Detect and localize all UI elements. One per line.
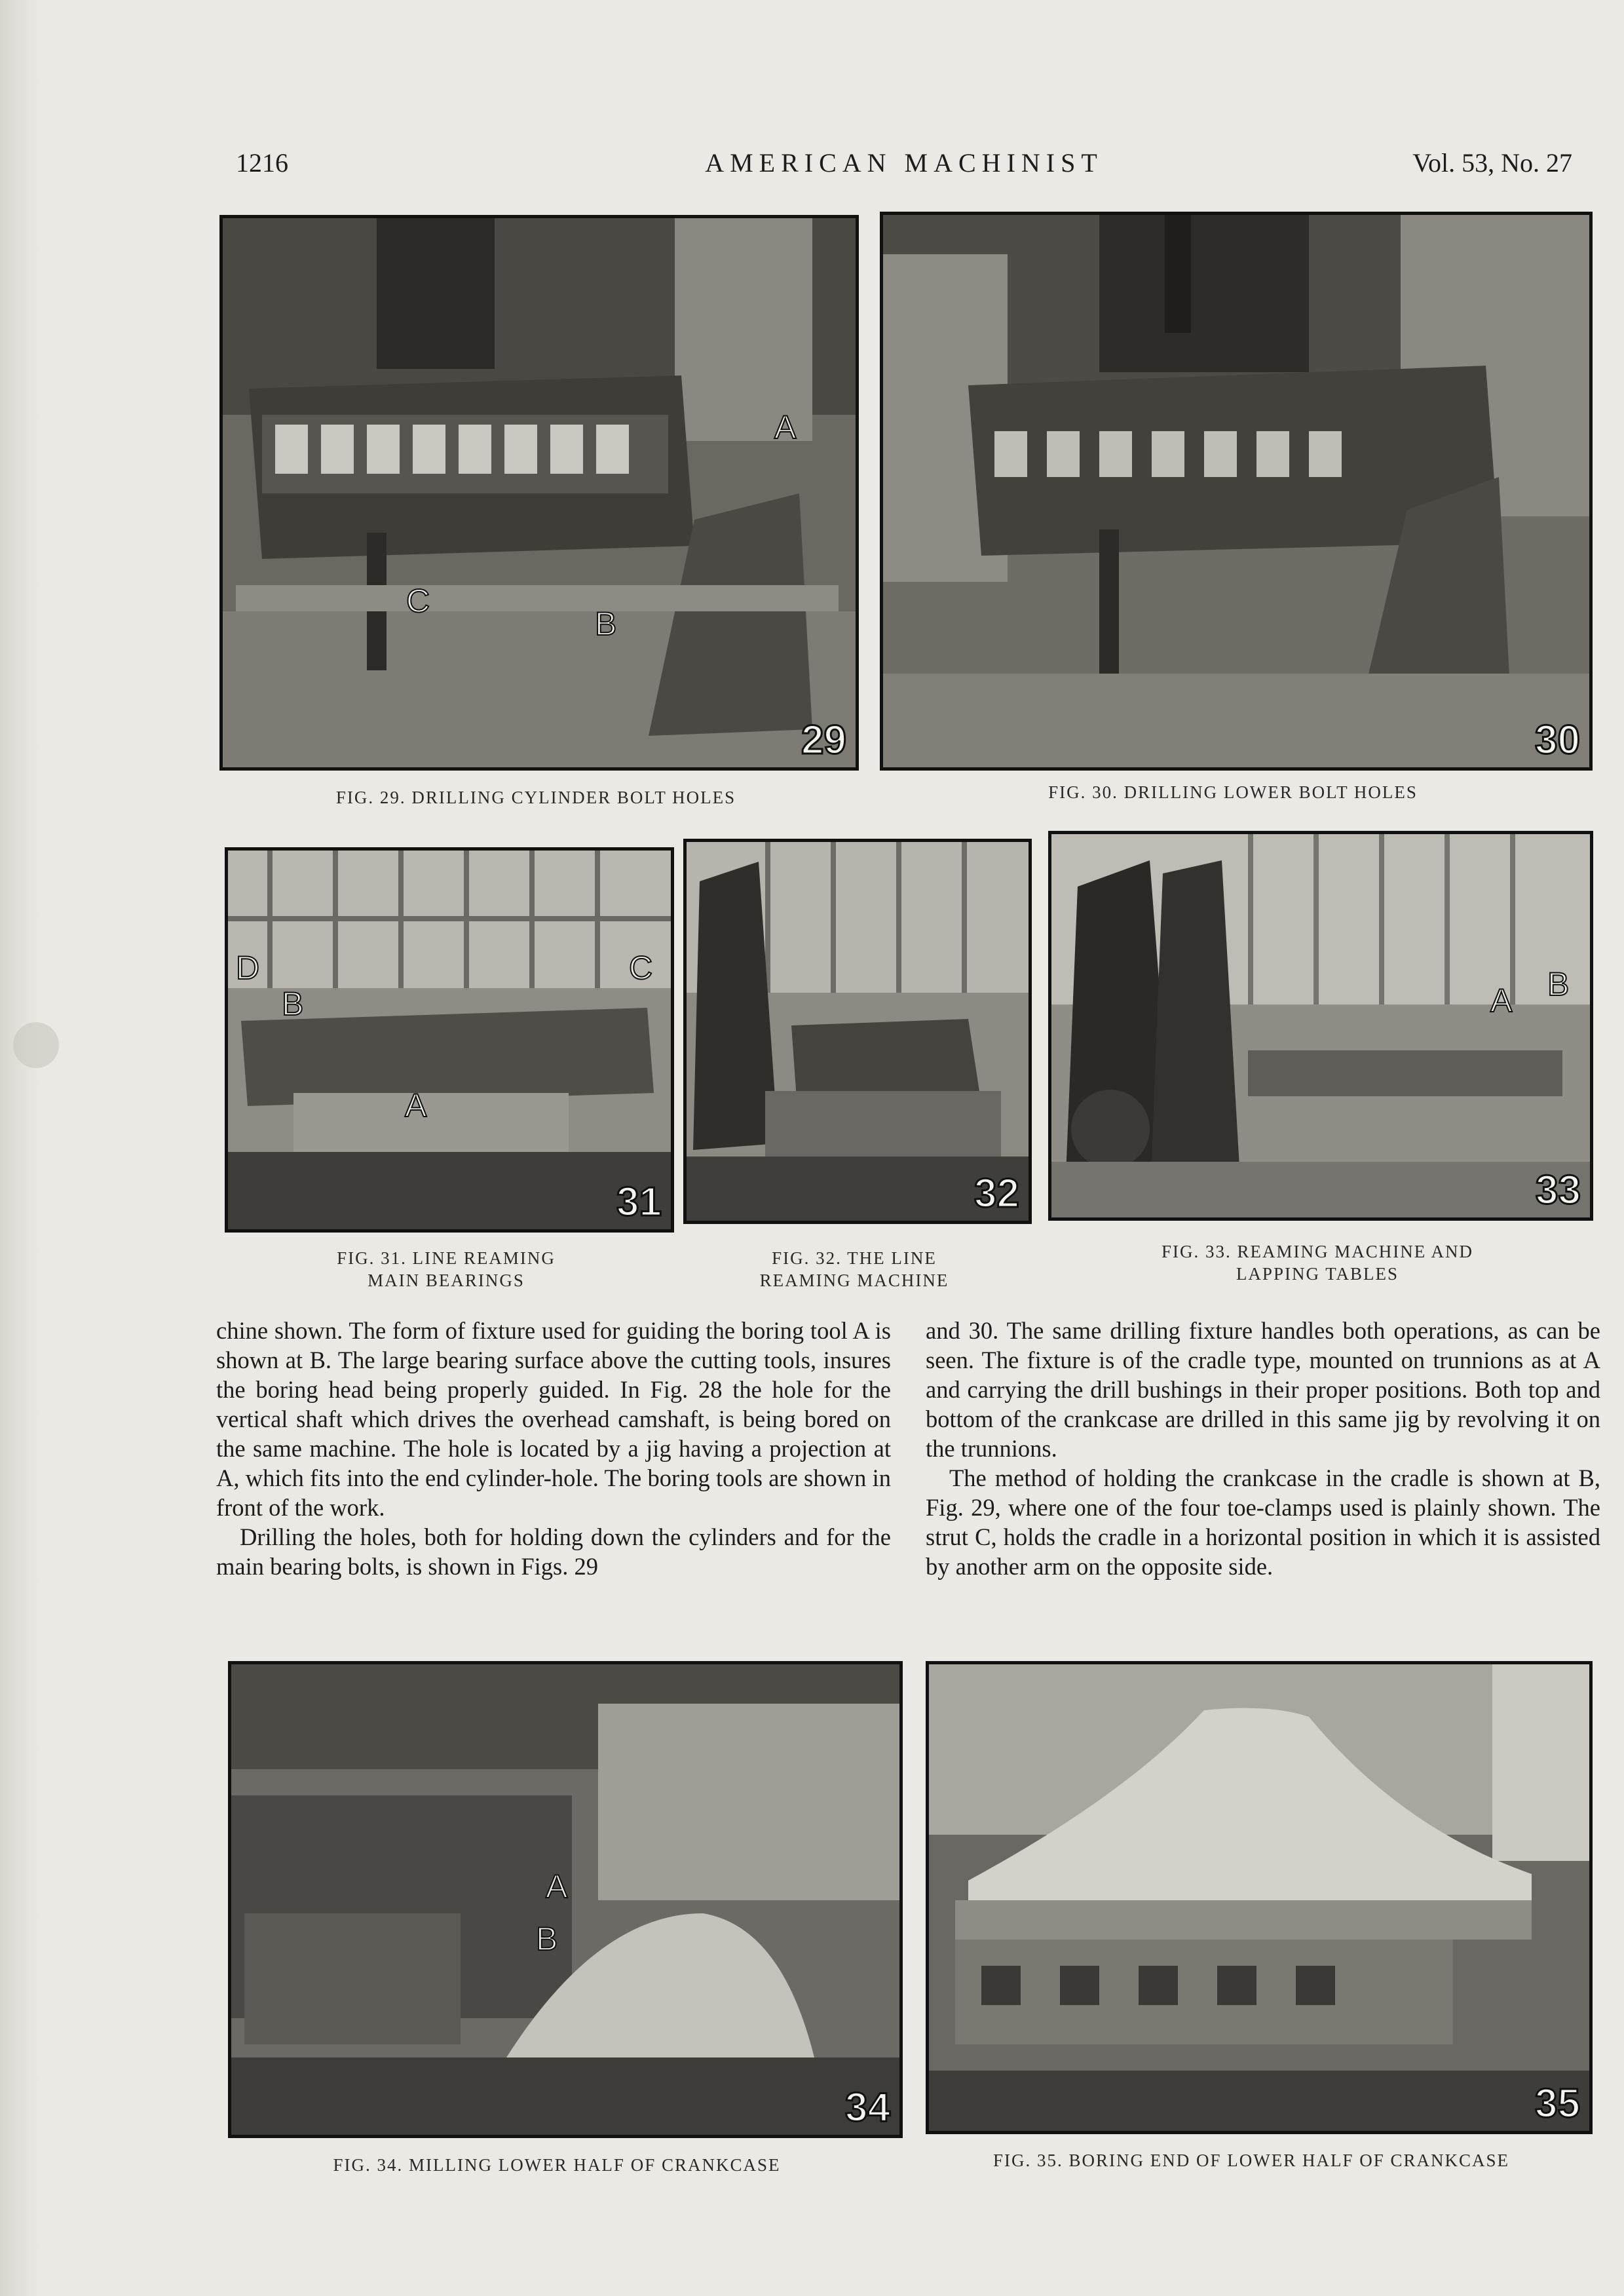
- label-d: D: [236, 949, 260, 986]
- figure-33-photo: [1048, 831, 1593, 1221]
- figure-number-34: 34: [845, 2085, 890, 2130]
- figure-35-photo: [926, 1661, 1593, 2134]
- label-a: A: [1490, 982, 1513, 1019]
- caption-fig-32-line1: FIG. 32. THE LINE: [772, 1248, 937, 1268]
- page-header: [236, 147, 1572, 187]
- body-left-column: [216, 1316, 891, 1581]
- page-edge-shadow: [0, 0, 39, 2296]
- figure-number-30: 30: [1535, 718, 1580, 763]
- figure-number-35: 35: [1535, 2081, 1580, 2126]
- paragraph: The method of holding the crankcase in the cradle is shown at B, Fig. 29, where one of the four toe-clamps used is plainly shown. The strut C, holds the cradle in a horizontal position in which it is assisted by another arm on the opposite side.: [926, 1464, 1600, 1580]
- caption-fig-32-line2: REAMING MACHINE: [759, 1271, 949, 1290]
- figure-29-photo: [219, 215, 859, 771]
- caption-fig-29: FIG. 29. DRILLING CYLINDER BOLT HOLES: [335, 788, 736, 807]
- figure-number-31: 31: [616, 1179, 662, 1225]
- paragraph: and 30. The same drilling fixture handles both operations, as can be seen. The fixture is of the cradle type, mounted on trunnions as at A and carrying the drill bushings in their proper positions. Both top and bottom of the crankcase are drilled in this same jig by revolving it on the trunnions.: [926, 1317, 1600, 1462]
- paragraph: Drilling the holes, both for holding down the cylinders and for the main bearing bolts, is shown in Figs. 29: [216, 1523, 891, 1580]
- figure-34-photo: [228, 1661, 903, 2138]
- figure-31-photo: [225, 847, 674, 1233]
- caption-fig-33-line1: FIG. 33. REAMING MACHINE AND: [1161, 1242, 1473, 1261]
- caption-fig-30: FIG. 30. DRILLING LOWER BOLT HOLES: [1048, 782, 1418, 802]
- caption-fig-34: FIG. 34. MILLING LOWER HALF OF CRANKCASE: [333, 2155, 781, 2175]
- page-number: 1216: [236, 148, 288, 178]
- caption-fig-33: [1048, 1240, 1587, 1285]
- volume-issue: Vol. 53, No. 27: [1412, 148, 1572, 178]
- paragraph: chine shown. The form of fixture used for guiding the boring tool A is shown at B. The large bearing surface above the cutting tools, insures the boring head being properly guided. In Fig. 28 the hole for the vertical shaft which drives the overhead camshaft, is being bored on the same machine. The hole is located by a jig having a projection at A, which fits into the end cylinder-hole. The boring tools are shown in front of the work.: [216, 1317, 891, 1521]
- label-c: C: [406, 583, 430, 619]
- figure-number-32: 32: [974, 1171, 1019, 1216]
- label-a: A: [405, 1087, 427, 1124]
- label-a: A: [774, 409, 797, 446]
- caption-fig-32: [683, 1247, 1025, 1292]
- paper-blemish: [13, 1022, 59, 1068]
- caption-fig-31: [225, 1247, 668, 1292]
- figure-number-33: 33: [1536, 1168, 1581, 1213]
- label-b: B: [536, 1921, 558, 1957]
- figure-30-photo: [880, 212, 1593, 771]
- caption-fig-31-line1: FIG. 31. LINE REAMING: [337, 1248, 556, 1268]
- caption-fig-35: FIG. 35. BORING END OF LOWER HALF OF CRANKCASE: [992, 2151, 1510, 2170]
- body-right-column: [926, 1316, 1600, 1581]
- label-b: B: [1547, 966, 1570, 1003]
- caption-fig-31-line2: MAIN BEARINGS: [368, 1271, 525, 1290]
- label-b: B: [595, 605, 617, 642]
- label-b: B: [282, 985, 304, 1022]
- caption-fig-33-line2: LAPPING TABLES: [1236, 1264, 1399, 1284]
- journal-title: AMERICAN MACHINIST: [705, 148, 1103, 178]
- label-a: A: [546, 1868, 568, 1905]
- figure-32-photo: [683, 839, 1032, 1224]
- figure-number-29: 29: [801, 718, 846, 763]
- label-c: C: [629, 949, 653, 986]
